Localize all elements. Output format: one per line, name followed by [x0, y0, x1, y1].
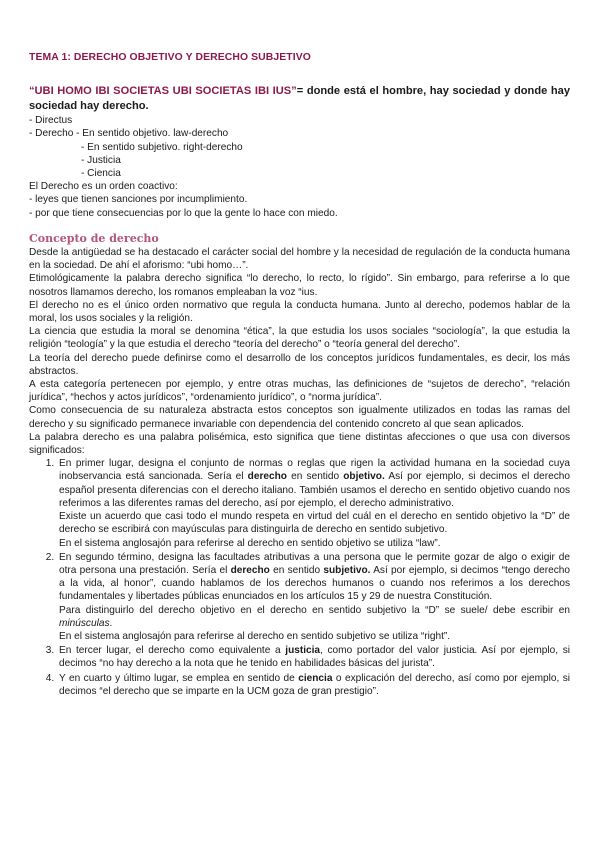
paragraph: Como consecuencia de su naturaleza abstracta estos conceptos son igualmente utilizados en todas las ramas del derecho y su significado permanece invariable con dependencia del contenido concreto al que sean aplicados. — [29, 405, 570, 430]
section-heading: Concepto de derecho — [29, 231, 159, 245]
motto-meaning: = donde está el hombre, hay sociedad y donde hay sociedad hay derecho. — [29, 85, 570, 112]
list-item — [57, 644, 570, 670]
intro-line: El Derecho es un orden coactivo: — [29, 181, 178, 193]
intro-line: - Derecho - En sentido objetivo. law-derecho — [29, 128, 229, 140]
meanings-list — [29, 457, 570, 698]
paragraph: La teoría del derecho puede definirse como el desarrollo de los conceptos jurídicos fundamentales, es decir, los más abstractos. — [29, 352, 570, 377]
intro-line: - Ciencia — [81, 168, 121, 180]
intro-line: - Justicia — [81, 154, 121, 166]
intro-line: - por que tiene consecuencias por lo que la gente lo hace con miedo. — [29, 207, 338, 219]
intro-line: - leyes que tienen sanciones por incumplimiento. — [29, 194, 248, 206]
meaning-1-note: En el sistema anglosajón para referirse al derecho en sentido objetivo se utiliza “law”. — [59, 537, 441, 549]
paragraph: A esta categoría pertenecen por ejemplo, y entre otras muchas, las definiciones de “sujetos de derecho”, “relación jurídica”, “hechos y actos jurídicos”, “ordenamiento jurídico”, o “norma jurídica”. — [29, 379, 570, 404]
meaning-1-text: 1. En primer lugar, designa el conjunto de normas o reglas que rigen la actividad humana en la sociedad cuya inobservancia está sancionada. Sería el derecho en sentido objetivo. Así por ejemplo, si decimos el derecho español presenta diferencias con el derecho italiano. También usamos el derecho en sentido objetivo cuando nos referimos a las diferentes ramas del derecho, así por ejemplo, el derecho administrativo. — [59, 458, 570, 509]
motto-quote: “UBI HOMO IBI SOCIETAS UBI SOCIETAS IBI IUS” — [29, 85, 297, 98]
meaning-2-note: Para distinguirlo del derecho objetivo en el derecho en sentido subjetivo la “D” se suele/ debe escribir en minúsculas. — [59, 604, 570, 629]
meaning-1-note: Existe un acuerdo que casi todo el mundo respeta en virtud del cuál en el derecho en sentido objetivo la “D” de derecho se escribirá con mayúsculas para distinguirla de derecho en sentido subjetivo. — [59, 511, 570, 536]
paragraph: La palabra derecho es una palabra polisémica, esto significa que tiene distintas afecciones o que usa con diversos significados: — [29, 431, 570, 457]
meaning-3-text: 3. En tercer lugar, el derecho como equivalente a justicia, como portador del valor justicia. Así por ejemplo, si decimos “no hay derecho a la nota que he tenido en habilidades básicas del jurista”. — [59, 645, 570, 670]
document-page — [29, 51, 570, 699]
list-item — [57, 672, 570, 698]
intro-line: - En sentido subjetivo. right-derecho — [81, 141, 243, 153]
list-item — [57, 457, 570, 549]
meaning-2-note: En el sistema anglosajón para referirse al derecho en sentido subjetivo se utiliza “right”. — [59, 630, 451, 642]
paragraph: El derecho no es el único orden normativo que regula la conducta humana. Junto al derecho, podemos hablar de la moral, los usos sociales y la religión. — [29, 299, 570, 325]
meaning-4-text: 4. Y en cuarto y último lugar, se emplea en sentido de ciencia o explicación del derecho, así como por ejemplo, si decimos “el derecho que se imparte en la UCM goza de gran prestigio”. — [59, 672, 570, 697]
intro-line: - Directus — [29, 115, 73, 127]
paragraph: La ciencia que estudia la moral se denomina “ética”, la que estudia los usos sociales “sociología”, la que estudia la religión “teología” y la que estudia el derecho “teoría del derecho” o “teoría general del derecho”. — [29, 326, 570, 351]
paragraph: Desde la antigüedad se ha destacado el carácter social del hombre y la necesidad de regulación de la conducta humana en la sociedad. De ahí el aforismo: “ubi homo…”. — [29, 247, 570, 272]
meaning-2-text: 2. En segundo término, designa las facultades atributivas a una persona que le permite gozar de algo o exigir de otra persona una prestación. Sería el derecho en sentido subjetivo. Así por ejemplo, si decimos “tengo derecho a la vida, al honor”, cuando hablamos de los derechos humanos o cuando nos referimos a los derechos fundamentales y libertades públicas enunciados en los artículos 15 y 29 de nuestra Constitución. — [59, 551, 570, 603]
motto — [29, 84, 570, 113]
page-title: TEMA 1: DERECHO OBJETIVO Y DERECHO SUBJETIVO — [29, 52, 311, 63]
paragraph: Etimológicamente la palabra derecho significa “lo derecho, lo recto, lo rígido”. Sin embargo, para referirse a lo que nosotros llamamos derecho, los romanos empleaban la voz “ius. — [29, 273, 570, 298]
list-item — [57, 551, 570, 643]
